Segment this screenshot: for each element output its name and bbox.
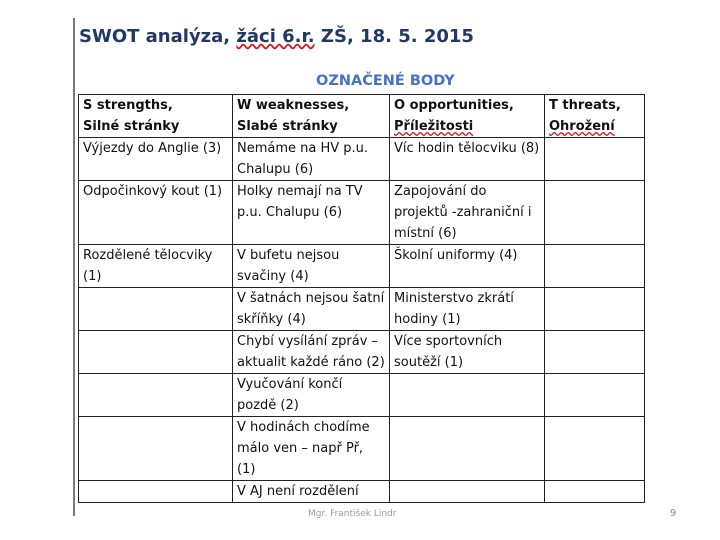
margin-rule [73, 18, 75, 516]
strength-cell [79, 374, 233, 417]
threat-cell [545, 181, 645, 245]
title-part-2: ZŠ, 18. 5. 2015 [314, 26, 474, 47]
weakness-cell: V hodinách chodíme málo ven – např Př, (1) [233, 417, 390, 481]
table-row [79, 181, 645, 245]
table-row [79, 245, 645, 288]
opportunity-cell: Více sportovních soutěží (1) [390, 331, 545, 374]
document-subtitle: OZNAČENÉ BODY [316, 73, 455, 89]
table-row [79, 331, 645, 374]
title-part-1: SWOT analýza, [79, 26, 237, 47]
table-row [79, 481, 645, 503]
footer-author: Mgr. František Lindr [308, 509, 397, 519]
table-row [79, 138, 645, 181]
strength-cell [79, 288, 233, 331]
table-row [79, 374, 645, 417]
opportunity-cell [390, 417, 545, 481]
header-opportunities: O opportunities, Příležitosti [390, 95, 545, 138]
weakness-cell: V bufetu nejsou svačiny (4) [233, 245, 390, 288]
table-viewport [78, 94, 646, 516]
strength-cell [79, 417, 233, 481]
page-number: 9 [670, 508, 677, 519]
opportunity-cell [390, 374, 545, 417]
strength-cell: Rozdělené tělocviky (1) [79, 245, 233, 288]
threat-cell [545, 481, 645, 503]
table-row [79, 417, 645, 481]
strength-cell: Výjezdy do Anglie (3) [79, 138, 233, 181]
document-title [79, 26, 474, 47]
opportunity-cell: Ministerstvo zkrátí hodiny (1) [390, 288, 545, 331]
weakness-cell: V šatnách nejsou šatní skříňky (4) [233, 288, 390, 331]
threat-cell [545, 138, 645, 181]
opportunity-cell: Zapojování do projektů -zahraniční i místní (6) [390, 181, 545, 245]
weakness-cell: V AJ není rozdělení [233, 481, 390, 503]
header-threats: T threats, Ohrožení [545, 95, 645, 138]
threat-cell [545, 331, 645, 374]
strength-cell [79, 481, 233, 503]
opportunity-cell [390, 481, 545, 503]
table-header-row [79, 95, 645, 138]
table-row [79, 288, 645, 331]
threat-cell [545, 374, 645, 417]
weakness-cell: Nemáme na HV p.u. Chalupu (6) [233, 138, 390, 181]
strength-cell [79, 331, 233, 374]
opportunity-cell: Školní uniformy (4) [390, 245, 545, 288]
weakness-cell: Chybí vysílání zpráv – aktualit každé ráno (2) [233, 331, 390, 374]
weakness-cell: Holky nemají na TV p.u. Chalupu (6) [233, 181, 390, 245]
threat-cell [545, 417, 645, 481]
threat-cell [545, 245, 645, 288]
threat-cell [545, 288, 645, 331]
header-weaknesses: W weaknesses, Slabé stránky [233, 95, 390, 138]
title-underlined-part: žáci 6.r. [236, 26, 315, 47]
weakness-cell: Vyučování končí pozdě (2) [233, 374, 390, 417]
swot-table [78, 94, 645, 503]
opportunity-cell: Víc hodin tělocviku (8) [390, 138, 545, 181]
header-strengths: S strengths, Silné stránky [79, 95, 233, 138]
strength-cell: Odpočinkový kout (1) [79, 181, 233, 245]
